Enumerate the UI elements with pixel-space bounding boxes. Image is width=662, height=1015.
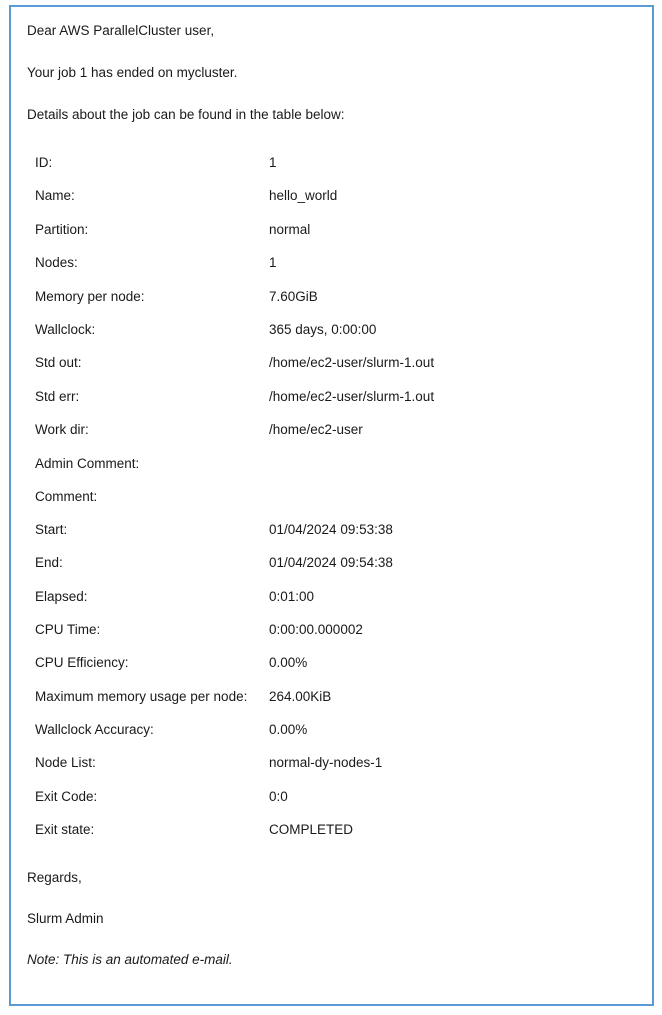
row-label: Admin Comment: [35, 456, 140, 471]
table-row-cpu-efficiency [0, 655, 600, 671]
row-value: 0:0 [269, 789, 288, 804]
table-row-elapsed [0, 589, 600, 605]
row-value: 1 [269, 255, 277, 270]
table-row-nodes [0, 255, 600, 271]
intro-text: Your job 1 has ended on mycluster. [27, 65, 238, 80]
table-row-admin-comment [0, 456, 600, 472]
row-label: Nodes: [35, 255, 78, 270]
row-value: 264.00KiB [269, 689, 332, 704]
table-row-std-out [0, 355, 600, 371]
row-value: 0:01:00 [269, 589, 315, 604]
table-intro: Details about the job can be found in the table below: [27, 107, 345, 122]
row-value: 0.00% [269, 655, 308, 670]
row-label: Std err: [35, 389, 80, 404]
table-row-wallclock [0, 322, 600, 338]
row-value: 1 [269, 155, 277, 170]
row-label: End: [35, 555, 63, 570]
table-row-comment [0, 489, 600, 505]
row-label: Elapsed: [35, 589, 88, 604]
table-row-max-memory [0, 689, 600, 705]
row-label: Wallclock Accuracy: [35, 722, 154, 737]
row-value: /home/ec2-user/slurm-1.out [269, 355, 435, 370]
table-row-wallclock-accuracy [0, 722, 600, 738]
table-row-work-dir [0, 422, 600, 438]
table-row-partition [0, 222, 600, 238]
row-value: 01/04/2024 09:53:38 [269, 522, 393, 537]
row-label: Start: [35, 522, 68, 537]
row-label: CPU Efficiency: [35, 655, 129, 670]
row-label: Work dir: [35, 422, 89, 437]
row-value: 0.00% [269, 722, 308, 737]
table-row-std-err [0, 389, 600, 405]
row-label: Partition: [35, 222, 89, 237]
row-label: Exit state: [35, 822, 95, 837]
table-row-id [0, 155, 600, 171]
row-label: Node List: [35, 755, 96, 770]
row-label: Exit Code: [35, 789, 98, 804]
row-label: Comment: [35, 489, 98, 504]
table-row-start [0, 522, 600, 538]
row-label: Memory per node: [35, 289, 145, 304]
table-row-exit-code [0, 789, 600, 805]
automated-note: Note: This is an automated e-mail. [27, 952, 233, 967]
signature: Slurm Admin [27, 911, 104, 926]
row-value: hello_world [269, 188, 338, 203]
row-value: COMPLETED [269, 822, 354, 837]
table-row-node-list [0, 755, 600, 771]
table-row-end [0, 555, 600, 571]
row-label: CPU Time: [35, 622, 101, 637]
row-value: /home/ec2-user/slurm-1.out [269, 389, 435, 404]
row-label: Wallclock: [35, 322, 96, 337]
row-value: /home/ec2-user [269, 422, 363, 437]
row-value: normal [269, 222, 311, 237]
row-value: 365 days, 0:00:00 [269, 322, 377, 337]
row-label: Maximum memory usage per node: [35, 689, 248, 704]
table-row-cpu-time [0, 622, 600, 638]
greeting: Dear AWS ParallelCluster user, [27, 23, 215, 38]
row-label: ID: [35, 155, 53, 170]
row-label: Name: [35, 188, 75, 203]
table-row-memory-per-node [0, 289, 600, 305]
row-value: 0:00:00.000002 [269, 622, 363, 637]
row-value: normal-dy-nodes-1 [269, 755, 383, 770]
row-value: 01/04/2024 09:54:38 [269, 555, 393, 570]
row-value: 7.60GiB [269, 289, 318, 304]
row-label: Std out: [35, 355, 82, 370]
table-row-exit-state [0, 822, 600, 838]
closing: Regards, [27, 870, 82, 885]
table-row-name [0, 188, 600, 204]
